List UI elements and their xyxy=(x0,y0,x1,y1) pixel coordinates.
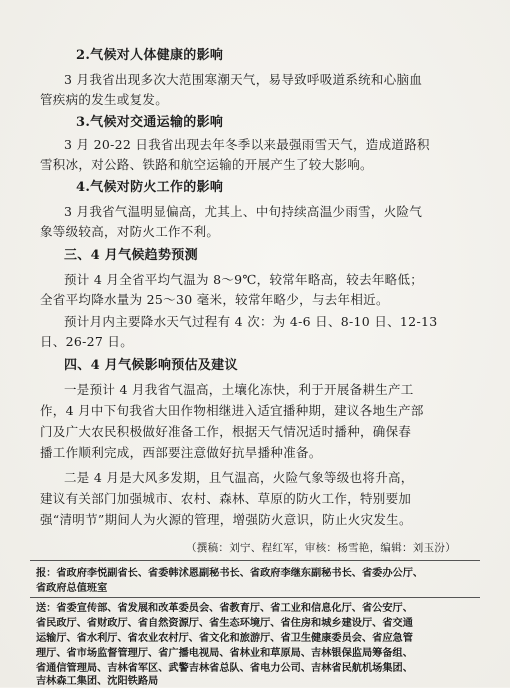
section-heading-transport: 3.气候对交通运输的影响 xyxy=(76,115,224,130)
paragraph-line: 强“清明节”期间人为火源的管理，增强防火意识，防止火灾发生。 xyxy=(40,512,412,527)
paragraph-line: 3 月 20-22 日我省出现去年冬季以来最强雨雪天气，造成道路积 xyxy=(64,137,430,152)
credits-line: （撰稿：刘宁、程红军，审核：杨雪艳，编辑：刘玉汾） xyxy=(186,542,456,554)
distribution-report-line: 报：省政府李悦副省长、省委韩沭恩副秘书长、省政府李继东副秘书长、省委办公厅、 xyxy=(36,567,424,579)
section-heading-health: 2.气候对人体健康的影响 xyxy=(76,48,224,63)
paragraph-line: 二是 4 月是大风多发期，且气温高，火险气象等级也将升高， xyxy=(64,470,414,485)
paragraph-line: 3 月我省出现多次大范围寒潮天气，易导致呼吸道系统和心脑血 xyxy=(64,72,423,87)
paragraph-line: 作，4 月中下旬我省大田作物相继进入适宜播种期，建议各地生产部 xyxy=(40,403,424,418)
distribution-report-line: 省政府总值班室 xyxy=(36,582,108,594)
paragraph-line: 预计 4 月全省平均气温为 8～9℃，较常年略高，较去年略低； xyxy=(64,272,424,287)
paragraph-line: 预计月内主要降水天气过程有 4 次：为 4-6 日、8-10 日、12-13 xyxy=(64,314,438,329)
distribution-send-line: 送：省委宣传部、省发展和改革委员会、省教育厅、省工业和信息化厅、省公安厅、 xyxy=(36,602,413,614)
section-heading-suggestions: 四、4 月气候影响预估及建议 xyxy=(64,358,238,373)
paragraph-line: 管疾病的发生或复发。 xyxy=(40,92,169,107)
section-heading-fire: 4.气候对防火工作的影响 xyxy=(76,180,224,195)
distribution-send-line: 吉林森工集团、沈阳铁路局 xyxy=(36,675,159,687)
divider-middle xyxy=(30,597,480,598)
paragraph-line: 一是预计 4 月我省气温高，土壤化冻快，利于开展备耕生产工 xyxy=(64,382,414,397)
paragraph-line: 日、26-27 日。 xyxy=(40,334,134,349)
paragraph-line: 雪积冰，对公路、铁路和航空运输的开展产生了较大影响。 xyxy=(40,157,373,172)
distribution-send-line: 理厅、省市场监督管理厅、省广播电视局、省林业和草原局、吉林银保监局筹备组、 xyxy=(36,647,413,659)
paragraph-line: 播工作顺利完成，西部要注意做好抗旱播种准备。 xyxy=(40,445,322,460)
distribution-send-line: 省通信管理局、吉林省军区、武警吉林省总队、省电力公司、吉林省民航机场集团、 xyxy=(36,662,413,674)
paragraph-line: 象等级较高，对防火工作不利。 xyxy=(40,224,220,239)
divider-top xyxy=(30,560,480,561)
paragraph-line: 全省平均降水量为 25～30 毫米，较常年略少，与去年相近。 xyxy=(40,292,389,307)
paragraph-line: 门及广大农民积极做好准备工作，根据天气情况适时播种，确保春 xyxy=(40,424,412,439)
paragraph-line: 建议有关部门加强城市、农村、森林、草原的防火工作，特别要加 xyxy=(40,491,412,506)
paragraph-line: 3 月我省气温明显偏高，尤其上、中旬持续高温少雨雪，火险气 xyxy=(64,204,423,219)
distribution-send-line: 运输厅、省水利厅、省农业农村厅、省文化和旅游厅、省卫生健康委员会、省应急管 xyxy=(36,632,413,644)
section-heading-forecast: 三、4 月气候趋势预测 xyxy=(64,248,198,263)
distribution-send-line: 省民政厅、省财政厅、省自然资源厅、省生态环境厅、省住房和城乡建设厅、省交通 xyxy=(36,617,413,629)
